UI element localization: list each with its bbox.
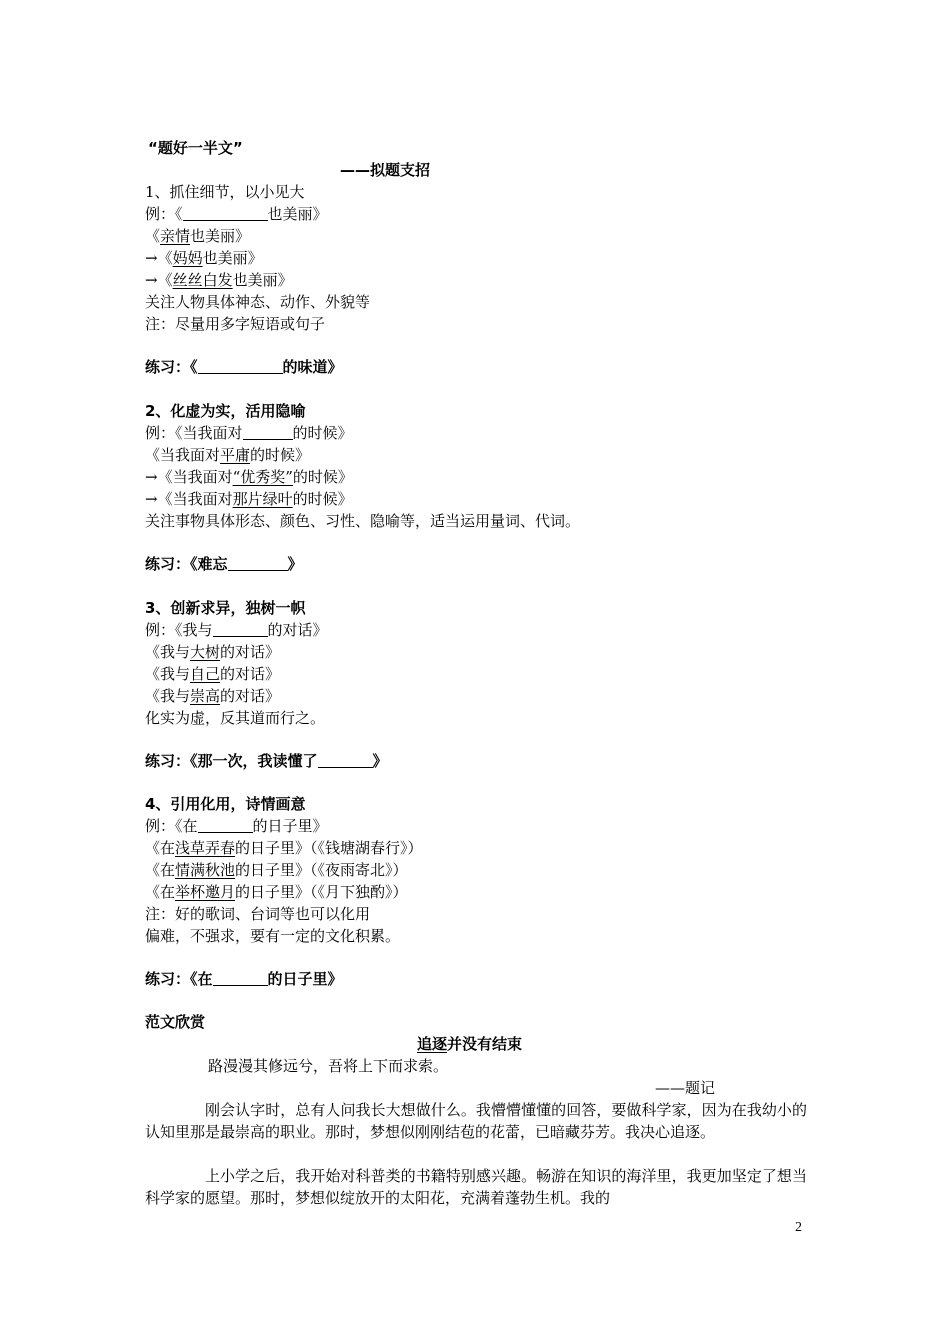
fill-blank: [198, 358, 283, 374]
section-4-line-1: 《在浅草弄春的日子里》（《钱塘湖春行》）: [145, 839, 423, 857]
section-1-example: 例：《 也美丽》: [145, 205, 328, 223]
sample-epigraph: 路漫漫其修远兮，吾将上下而求索。: [208, 1057, 449, 1075]
fill-blank: [183, 205, 268, 221]
fill-blank: [213, 970, 268, 986]
section-4-heading: 4、引用化用，诗情画意: [145, 795, 306, 813]
section-1-note-2: 注：尽量用多字短语或句子: [145, 315, 326, 333]
section-2-example: 例：《当我面对 的时候》: [145, 424, 353, 442]
section-1-line-2: →《妈妈也美丽》: [145, 249, 263, 267]
sample-title: 追逐并没有结束: [417, 1035, 523, 1053]
section-3-example: 例：《我与 的对话》: [145, 621, 328, 639]
sample-label: 范文欣赏: [145, 1013, 206, 1031]
section-1-heading: 1、抓住细节，以小见大: [145, 183, 305, 201]
sample-epigraph-source: ——题记: [655, 1079, 716, 1097]
section-2-line-3: →《当我面对那片绿叶的时候》: [145, 490, 353, 508]
section-3-note-1: 化实为虚，反其道而行之。: [145, 709, 326, 727]
section-2-note-1: 关注事物具体形态、颜色、习性、隐喻等，适当运用量词、代词。: [145, 512, 581, 530]
sample-paragraph-1: 刚会认字时，总有人问我长大想做什么。我懵懵懂懂的回答，要做科学家，因为在我幼小的认知里那是最崇高的职业。那时，梦想似刚刚结苞的花蕾，已暗藏芬芳。我决心追逐。: [145, 1101, 807, 1141]
section-2-heading: 2、化虚为实，活用隐喻: [145, 402, 306, 420]
section-1-note-1: 关注人物具体神态、动作、外貌等: [145, 293, 371, 311]
sample-paragraph-2: 上小学之后，我开始对科普类的书籍特别感兴趣。畅游在知识的海洋里，我更加坚定了想当科学家的愿望。那时，梦想似绽放开的太阳花，充满着蓬勃生机。我的: [145, 1167, 807, 1207]
section-3-practice: 练习：《那一次，我读懂了 》: [145, 752, 388, 770]
section-4-example: 例：《在 的日子里》: [145, 817, 328, 835]
section-1-practice: 练习：《 的味道》: [145, 358, 343, 376]
section-2-line-2: →《当我面对“优秀奖”的时候》: [145, 468, 353, 486]
section-4-line-2: 《在情满秋池的日子里》（《夜雨寄北》）: [145, 861, 408, 879]
section-2-line-1: 《当我面对平庸的时候》: [145, 446, 311, 464]
fill-blank: [198, 817, 253, 833]
section-2-practice: 练习：《难忘 》: [145, 555, 303, 573]
section-4-note-2: 偏难，不强求，要有一定的文化积累。: [145, 927, 401, 945]
fill-blank: [213, 621, 268, 637]
page-subtitle: ——拟题支招: [340, 161, 431, 179]
section-3-line-2: 《我与自己的对话》: [145, 665, 281, 683]
section-1-line-3: →《丝丝白发也美丽》: [145, 271, 293, 289]
page-number: 2: [795, 1220, 802, 1235]
fill-blank: [228, 555, 288, 571]
section-3-heading: 3、创新求异，独树一帜: [145, 599, 306, 617]
fill-blank: [243, 424, 293, 440]
page-title: “题好一半文”: [148, 139, 243, 157]
section-3-line-3: 《我与崇高的对话》: [145, 687, 281, 705]
section-4-practice: 练习：《在 的日子里》: [145, 970, 343, 988]
section-3-line-1: 《我与大树的对话》: [145, 643, 281, 661]
section-4-note-1: 注：好的歌词、台词等也可以化用: [145, 905, 371, 923]
section-1-line-1: 《亲情也美丽》: [145, 227, 251, 245]
section-4-line-3: 《在举杯邀月的日子里》（《月下独酌》）: [145, 883, 408, 901]
fill-blank: [318, 752, 373, 768]
